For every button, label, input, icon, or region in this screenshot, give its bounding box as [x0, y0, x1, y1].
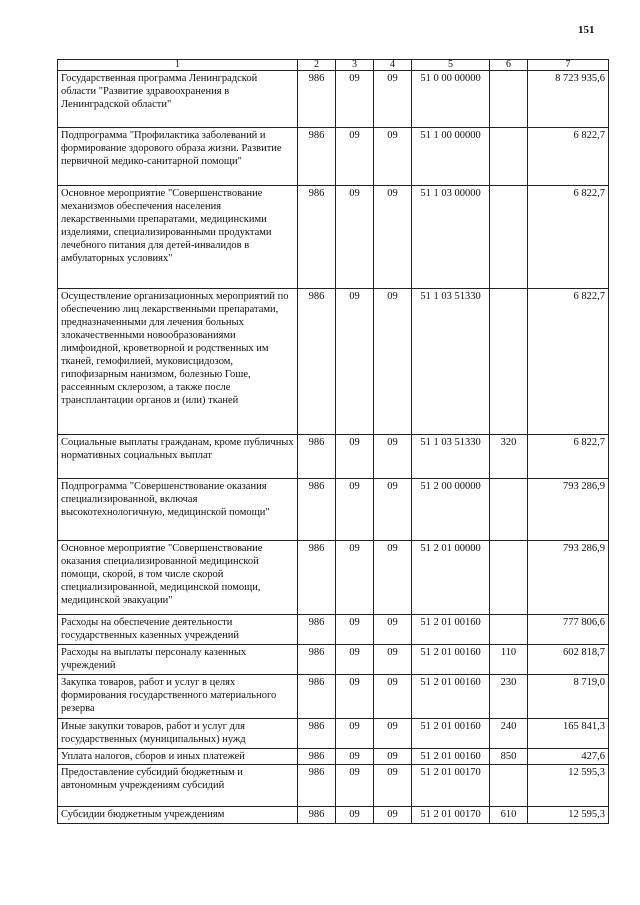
row-expense-type: [490, 479, 528, 541]
row-expense-type: [490, 541, 528, 615]
row-name: Государственная программа Ленинградской области "Развитие здравоохранения в Ленинградской области": [58, 71, 298, 128]
row-expense-type: [490, 765, 528, 807]
row-section: 09: [336, 765, 374, 807]
row-ministry-code: 986: [298, 675, 336, 719]
page-number: 151: [578, 24, 595, 36]
row-amount: 793 286,9: [528, 541, 609, 615]
table-row: [58, 719, 609, 749]
row-name: Субсидии бюджетным учреждениям: [58, 807, 298, 824]
row-section: 09: [336, 435, 374, 479]
row-ministry-code: 986: [298, 807, 336, 824]
row-section: 09: [336, 289, 374, 435]
row-subsection: 09: [374, 71, 412, 128]
row-expense-type: [490, 186, 528, 289]
row-ministry-code: 986: [298, 719, 336, 749]
row-name: Подпрограмма "Совершенствование оказания специализированной, включая высокотехнологичную, медицинской помощи": [58, 479, 298, 541]
row-name: Расходы на выплаты персоналу казенных учреждений: [58, 645, 298, 675]
row-section: 09: [336, 128, 374, 186]
table-row: [58, 615, 609, 645]
row-target-article: 51 2 01 00170: [412, 807, 490, 824]
row-amount: 8 723 935,6: [528, 71, 609, 128]
row-name: Уплата налогов, сборов и иных платежей: [58, 749, 298, 765]
row-section: 09: [336, 807, 374, 824]
row-name: Расходы на обеспечение деятельности государственных казенных учреждений: [58, 615, 298, 645]
table-row: [58, 289, 609, 435]
row-target-article: 51 2 01 00000: [412, 541, 490, 615]
row-ministry-code: 986: [298, 765, 336, 807]
row-expense-type: 850: [490, 749, 528, 765]
table-row: [58, 186, 609, 289]
row-target-article: 51 2 01 00170: [412, 765, 490, 807]
row-expense-type: 240: [490, 719, 528, 749]
row-ministry-code: 986: [298, 479, 336, 541]
row-section: 09: [336, 749, 374, 765]
row-name: Основное мероприятие "Совершенствование оказания специализированной медицинской помощи, скорой, в том числе скорой специализированной, медицинской помощи, медицинской эвакуации": [58, 541, 298, 615]
table-row: [58, 479, 609, 541]
row-subsection: 09: [374, 541, 412, 615]
header-row: [58, 60, 609, 71]
col-header-5: 5: [412, 60, 490, 71]
row-subsection: 09: [374, 289, 412, 435]
row-subsection: 09: [374, 128, 412, 186]
row-name: Осуществление организационных мероприятий по обеспечению лиц лекарственными препаратами, предназначенными для лечения больных злокачественными новообразованиями лимфоидной, кроветворной и родственных им тканей, гемофилией, муковисцидозом, гипофизарным нанизмом, болезнью Гоше, рассеянным склерозом, а также после трансплантации органов и (или) тканей: [58, 289, 298, 435]
row-expense-type: 110: [490, 645, 528, 675]
row-name: Предоставление субсидий бюджетным и автономным учреждениям субсидий: [58, 765, 298, 807]
row-expense-type: 320: [490, 435, 528, 479]
row-target-article: 51 2 00 00000: [412, 479, 490, 541]
row-amount: 12 595,3: [528, 807, 609, 824]
row-name: Подпрограмма "Профилактика заболеваний и формирование здорового образа жизни. Развитие первичной медико-санитарной помощи": [58, 128, 298, 186]
row-section: 09: [336, 479, 374, 541]
col-header-4: 4: [374, 60, 412, 71]
row-amount: 6 822,7: [528, 128, 609, 186]
col-header-2: 2: [298, 60, 336, 71]
row-name: Основное мероприятие "Совершенствование механизмов обеспечения населения лекарственными препаратами, медицинскими изделиями, специализированными продуктами лечебного питания для детей-инвалидов в амбулаторных условиях": [58, 186, 298, 289]
row-section: 09: [336, 645, 374, 675]
row-target-article: 51 2 01 00160: [412, 675, 490, 719]
row-amount: 793 286,9: [528, 479, 609, 541]
row-expense-type: 230: [490, 675, 528, 719]
table-row: [58, 128, 609, 186]
row-subsection: 09: [374, 435, 412, 479]
row-target-article: 51 2 01 00160: [412, 749, 490, 765]
table-row: [58, 645, 609, 675]
row-target-article: 51 0 00 00000: [412, 71, 490, 128]
row-amount: 6 822,7: [528, 435, 609, 479]
row-expense-type: [490, 289, 528, 435]
row-subsection: 09: [374, 765, 412, 807]
table-row: [58, 807, 609, 824]
row-amount: 6 822,7: [528, 186, 609, 289]
row-subsection: 09: [374, 479, 412, 541]
row-expense-type: [490, 128, 528, 186]
row-target-article: 51 2 01 00160: [412, 719, 490, 749]
table-row: [58, 435, 609, 479]
row-section: 09: [336, 719, 374, 749]
table-row: [58, 71, 609, 128]
col-header-6: 6: [490, 60, 528, 71]
row-amount: 427,6: [528, 749, 609, 765]
row-ministry-code: 986: [298, 71, 336, 128]
row-subsection: 09: [374, 615, 412, 645]
row-subsection: 09: [374, 645, 412, 675]
row-subsection: 09: [374, 749, 412, 765]
row-name: Иные закупки товаров, работ и услуг для государственных (муниципальных) нужд: [58, 719, 298, 749]
row-subsection: 09: [374, 675, 412, 719]
row-ministry-code: 986: [298, 289, 336, 435]
row-target-article: 51 1 03 51330: [412, 289, 490, 435]
row-amount: 8 719,0: [528, 675, 609, 719]
row-ministry-code: 986: [298, 541, 336, 615]
row-target-article: 51 1 03 00000: [412, 186, 490, 289]
row-section: 09: [336, 71, 374, 128]
row-amount: 777 806,6: [528, 615, 609, 645]
row-target-article: 51 2 01 00160: [412, 645, 490, 675]
row-target-article: 51 1 00 00000: [412, 128, 490, 186]
row-section: 09: [336, 615, 374, 645]
table-row: [58, 749, 609, 765]
row-ministry-code: 986: [298, 435, 336, 479]
row-section: 09: [336, 675, 374, 719]
row-amount: 165 841,3: [528, 719, 609, 749]
row-ministry-code: 986: [298, 186, 336, 289]
row-section: 09: [336, 186, 374, 289]
row-name: Социальные выплаты гражданам, кроме публичных нормативных социальных выплат: [58, 435, 298, 479]
row-subsection: 09: [374, 807, 412, 824]
table-row: [58, 765, 609, 807]
row-subsection: 09: [374, 186, 412, 289]
row-target-article: 51 1 03 51330: [412, 435, 490, 479]
table-row: [58, 541, 609, 615]
row-ministry-code: 986: [298, 128, 336, 186]
row-expense-type: [490, 615, 528, 645]
row-amount: 6 822,7: [528, 289, 609, 435]
col-header-7: 7: [528, 60, 609, 71]
row-target-article: 51 2 01 00160: [412, 615, 490, 645]
row-expense-type: 610: [490, 807, 528, 824]
row-ministry-code: 986: [298, 749, 336, 765]
table-row: [58, 675, 609, 719]
row-ministry-code: 986: [298, 645, 336, 675]
row-ministry-code: 986: [298, 615, 336, 645]
row-subsection: 09: [374, 719, 412, 749]
row-name: Закупка товаров, работ и услуг в целях формирования государственного материального резерва: [58, 675, 298, 719]
row-amount: 12 595,3: [528, 765, 609, 807]
row-expense-type: [490, 71, 528, 128]
row-section: 09: [336, 541, 374, 615]
col-header-1: 1: [58, 60, 298, 71]
col-header-3: 3: [336, 60, 374, 71]
budget-table: [57, 59, 609, 824]
row-amount: 602 818,7: [528, 645, 609, 675]
